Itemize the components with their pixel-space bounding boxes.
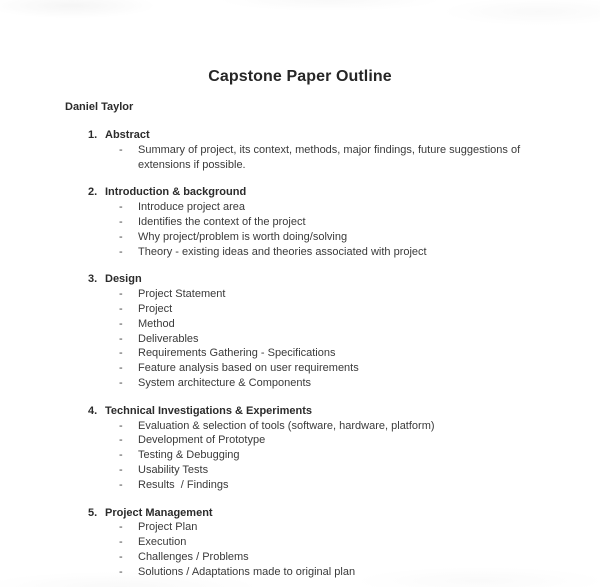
section-items — [88, 287, 558, 391]
section-heading: Project Management — [105, 506, 213, 519]
outline-item — [119, 463, 558, 478]
section-heading-row — [88, 404, 558, 419]
section-heading: Abstract — [105, 129, 150, 141]
section-items — [88, 200, 558, 259]
dash-bullet: - — [119, 201, 123, 214]
item-text: Usability Tests — [138, 463, 209, 476]
outline-section — [88, 404, 558, 493]
outline-item — [119, 550, 558, 565]
outline-item — [119, 346, 558, 361]
dash-bullet: - — [119, 332, 123, 345]
document-title: Capstone Paper Outline — [208, 68, 392, 85]
outline-item — [119, 448, 558, 463]
item-text: Solutions / Adaptations made to original plan — [138, 565, 356, 578]
dash-bullet: - — [119, 245, 123, 258]
outline-item — [119, 200, 558, 215]
dash-bullet: - — [119, 288, 123, 301]
item-text: Project — [138, 302, 173, 315]
item-text: Execution — [138, 536, 187, 549]
section-items — [88, 520, 558, 579]
section-heading: Introduction & background — [105, 186, 247, 199]
item-text: System architecture & Components — [138, 376, 312, 389]
section-heading-row — [88, 506, 558, 521]
section-number: 4. — [88, 404, 98, 417]
item-text: Project Plan — [138, 521, 198, 534]
author-name: Daniel Taylor — [65, 101, 134, 113]
dash-bullet: - — [119, 565, 123, 578]
item-text: Evaluation & selection of tools (software, hardware, platform) — [138, 419, 435, 432]
outline-item — [119, 478, 558, 493]
outline-item — [119, 535, 558, 550]
outline-item — [119, 433, 558, 448]
dash-bullet: - — [119, 302, 123, 315]
outline-item — [119, 332, 558, 347]
outline-item — [119, 287, 558, 302]
item-text: Introduce project area — [138, 201, 246, 214]
outline-section — [88, 185, 558, 259]
dash-bullet: - — [119, 434, 123, 447]
item-text: Challenges / Problems — [138, 550, 249, 563]
outline-item — [119, 230, 558, 245]
outline-item — [119, 317, 558, 332]
dash-bullet: - — [119, 362, 123, 375]
outline-item — [119, 520, 558, 535]
section-number: 1. — [88, 129, 98, 141]
outline-item — [119, 302, 558, 317]
dash-bullet: - — [119, 449, 123, 462]
item-text: Theory - existing ideas and theories associated with project — [138, 245, 427, 258]
item-text: Summary of project, its context, methods, major findings, future suggestions of extensions if possible. — [138, 143, 524, 171]
item-text: Results / Findings — [138, 478, 229, 491]
outline-item — [119, 361, 558, 376]
item-text: Feature analysis based on user requirements — [138, 362, 359, 375]
dash-bullet: - — [119, 215, 123, 228]
dash-bullet: - — [119, 478, 123, 491]
section-number: 3. — [88, 273, 98, 286]
item-text: Identifies the context of the project — [138, 215, 306, 228]
outline-item — [119, 419, 558, 434]
dash-bullet: - — [119, 536, 123, 549]
dash-bullet: - — [119, 521, 123, 534]
item-text: Development of Prototype — [138, 434, 266, 447]
item-text: Why project/problem is worth doing/solving — [138, 230, 348, 243]
section-heading: Technical Investigations & Experiments — [105, 404, 313, 417]
dash-bullet: - — [119, 419, 123, 432]
item-text: Method — [138, 317, 175, 330]
outline-list — [65, 128, 558, 580]
outline-item — [119, 215, 558, 230]
section-number: 2. — [88, 186, 98, 199]
outline-item — [119, 376, 558, 391]
dash-bullet: - — [119, 230, 123, 243]
dash-bullet: - — [119, 317, 123, 330]
dash-bullet: - — [119, 143, 123, 156]
section-items — [88, 419, 558, 493]
outline-section — [88, 128, 558, 172]
dash-bullet: - — [119, 347, 123, 360]
dash-bullet: - — [119, 376, 123, 389]
section-heading-row — [88, 185, 558, 200]
outline-section — [88, 506, 558, 580]
dash-bullet: - — [119, 463, 123, 476]
section-number: 5. — [88, 506, 98, 519]
item-text: Project Statement — [138, 288, 226, 301]
section-heading: Design — [105, 273, 142, 286]
outline-item — [119, 245, 558, 260]
section-heading-row — [88, 128, 558, 143]
dash-bullet: - — [119, 550, 123, 563]
outline-item — [119, 143, 558, 173]
outline-item — [119, 565, 558, 580]
item-text: Deliverables — [138, 332, 199, 345]
item-text: Requirements Gathering - Specifications — [138, 347, 336, 360]
item-text: Testing & Debugging — [138, 449, 240, 462]
outline-section — [88, 272, 558, 390]
section-heading-row — [88, 272, 558, 287]
section-items — [88, 143, 558, 173]
